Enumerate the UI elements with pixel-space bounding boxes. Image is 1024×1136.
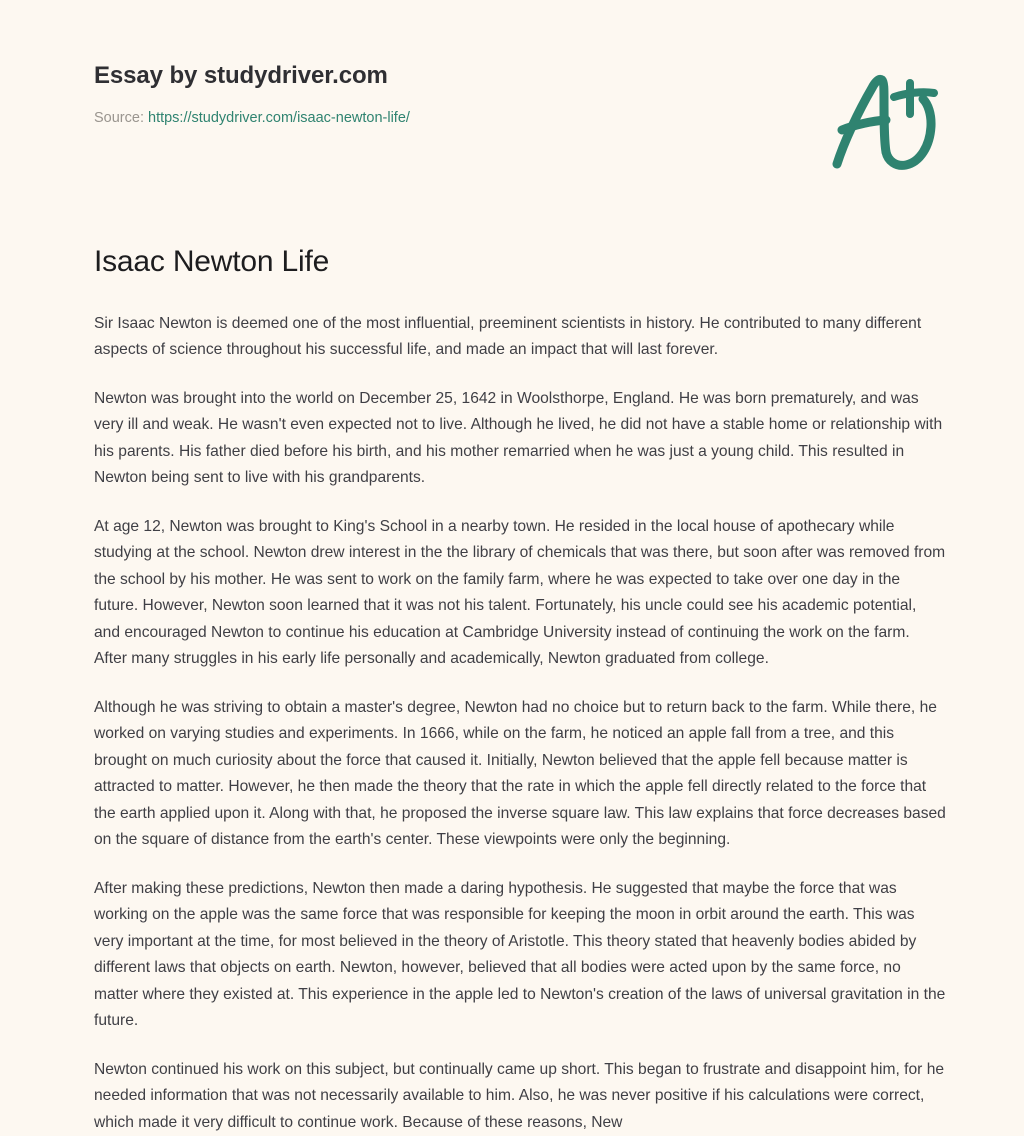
- source-line: [94, 109, 734, 128]
- paragraph: Newton continued his work on this subject, but continually came up short. This began to frustrate and disappoint him, for he needed information that was not necessarily available to him. Also, he was never positive if his calculations were correct, which made it very difficult to continue work. Because of these reasons, New: [94, 1057, 946, 1136]
- brand-block: [94, 62, 734, 128]
- source-label: Source:: [94, 110, 148, 126]
- paragraph: Newton was brought into the world on December 25, 1642 in Woolsthorpe, England. He was born prematurely, and was very ill and weak. He wasn't even expected not to live. Although he lived, he did not have a stable home or relationship with his parents. His father died before his birth, and his mother remarried when he was just a young child. This resulted in Newton being sent to live with his grandparents.: [94, 386, 946, 492]
- page-title: Isaac Newton Life: [94, 243, 946, 281]
- brand-title: Essay by studydriver.com: [94, 62, 734, 91]
- a-plus-logo-svg: [824, 68, 948, 172]
- a-plus-logo-icon: [824, 68, 948, 172]
- page-header: [0, 0, 1024, 200]
- paragraph: Although he was striving to obtain a master's degree, Newton had no choice but to return back to the farm. While there, he worked on varying studies and experiments. In 1666, while on the farm, he noticed an apple fall from a tree, and this brought on much curiosity about the force that caused it. Initially, Newton believed that the apple fell because matter is attracted to matter. However, he then made the theory that the rate in which the apple fell directly related to the force that the earth applied upon it. Along with that, he proposed the inverse square law. This law explains that force decreases based on the square of distance from the earth's center. These viewpoints were only the beginning.: [94, 695, 946, 854]
- paragraph: Sir Isaac Newton is deemed one of the most influential, preeminent scientists in history. He contributed to many different aspects of science throughout his successful life, and made an impact that will last forever.: [94, 311, 946, 364]
- article-body: [94, 311, 946, 1136]
- paragraph: At age 12, Newton was brought to King's School in a nearby town. He resided in the local house of apothecary while studying at the school. Newton drew interest in the the library of chemicals that was there, but soon after was removed from the school by his mother. He was sent to work on the family farm, where he was expected to take over one day in the future. However, Newton soon learned that it was not his talent. Fortunately, his uncle could see his academic potential, and encouraged Newton to continue his education at Cambridge University instead of continuing the work on the farm. After many struggles in his early life personally and academically, Newton graduated from college.: [94, 514, 946, 673]
- source-url-link[interactable]: https://studydriver.com/isaac-newton-life/: [148, 110, 410, 126]
- article: [94, 243, 946, 1136]
- paragraph: After making these predictions, Newton then made a daring hypothesis. He suggested that maybe the force that was working on the apple was the same force that was responsible for keeping the moon in orbit around the earth. This was very important at the time, for most believed in the theory of Aristotle. This theory stated that heavenly bodies abided by different laws that objects on earth. Newton, however, believed that all bodies were acted upon by the same force, no matter where they existed at. This experience in the apple led to Newton's creation of the laws of universal gravitation in the future.: [94, 876, 946, 1035]
